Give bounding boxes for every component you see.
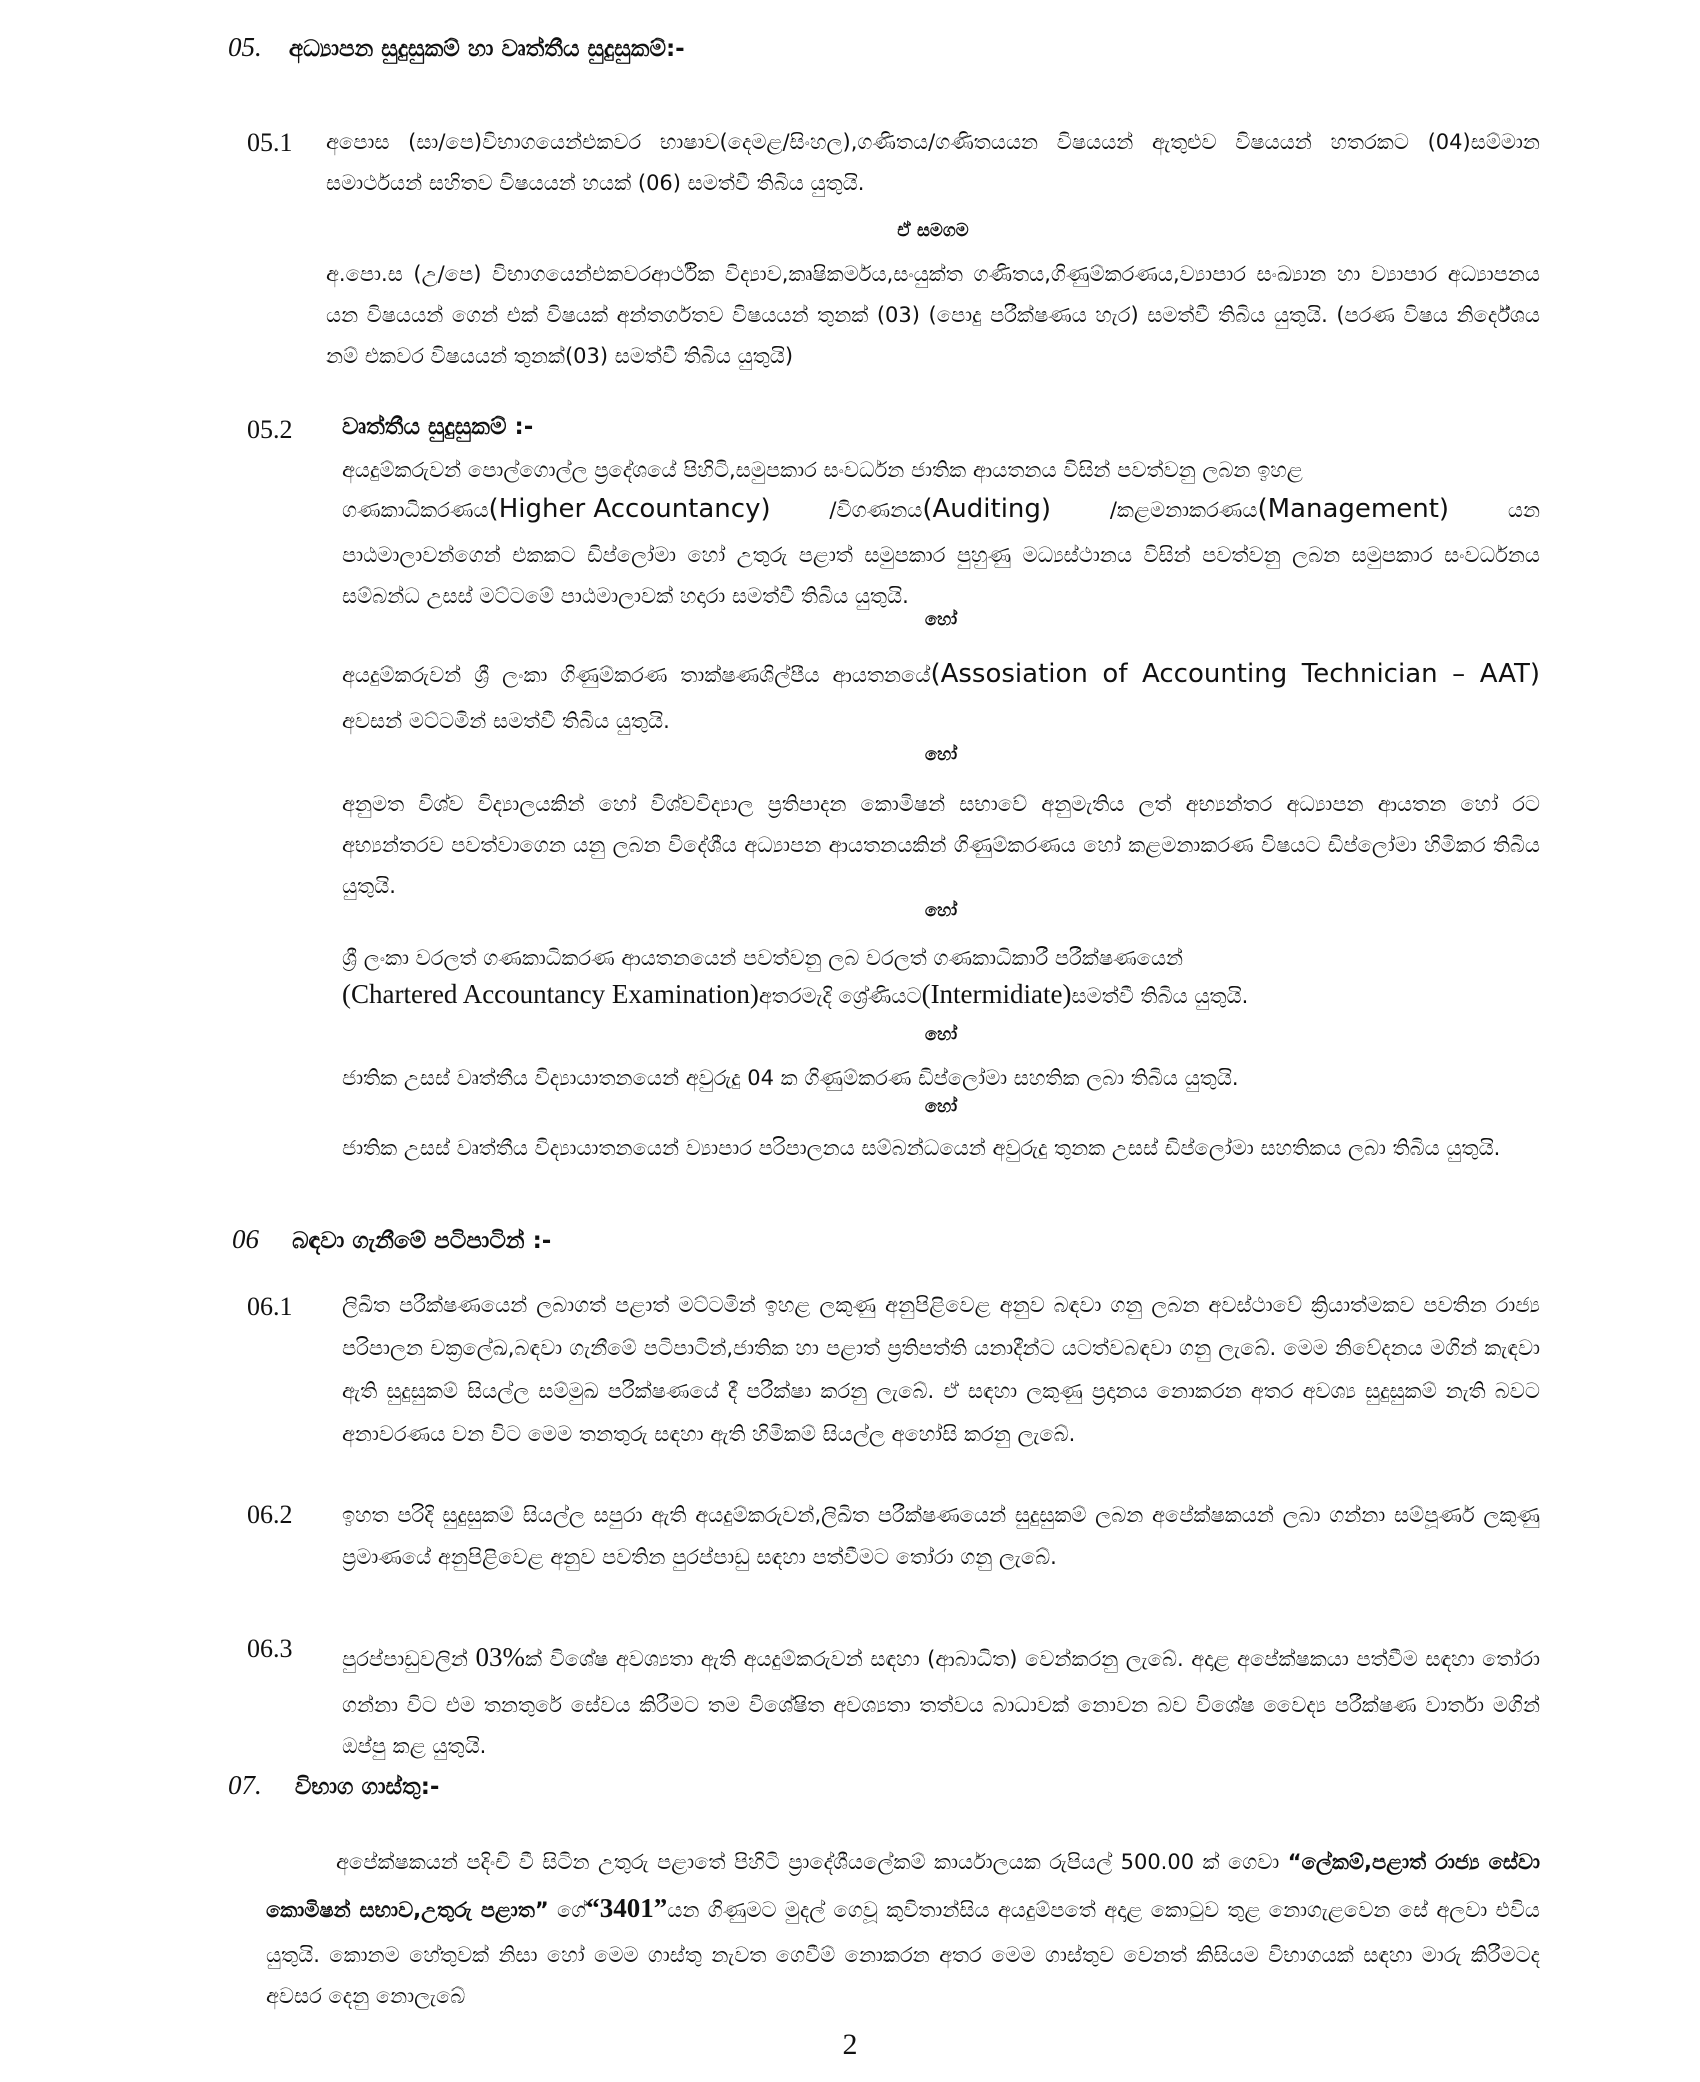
text-en: (Intermidiate)	[921, 979, 1072, 1009]
course-en: (Higher Accountancy)	[488, 494, 771, 524]
paragraph-07	[266, 1842, 1540, 2017]
subsection-title: වෘත්තීය සුදුසුකම් :-	[342, 414, 534, 440]
section-06-heading	[232, 1224, 1532, 1255]
section-title: බඳවා ගැනීමේ පටිපාටින් :-	[292, 1228, 552, 1254]
section-number: 07.	[228, 1770, 262, 1800]
account-name: “ලේකම්,පළාත් රාජ්‍ය සේවා කොමිෂන් සභාව,උතුරු පළාත”	[266, 1850, 1540, 1922]
section-number: 05.	[228, 32, 262, 62]
subsection-number: 05.2	[247, 415, 293, 444]
text-si: අතරමැදි ශ්‍රේණියට	[758, 984, 922, 1008]
paragraph-05-1-al: අ.පො.ස (උ/පෙ) විභාගයෙන්එකවරආර්ථික විද්‍යාව,කෘෂිකර්මය,සංයුක්ත ගණිතය,ගිණුම්කරණය,ව්‍යාපාර සංඛ්‍යාන හා ව්‍යාපාර අධ්‍යාපනය යන විෂයයන් ගෙන් එක් විෂයක් අන්තර්ගතව විෂයයන් තුනක් (03) (පොදු පරීක්ෂණය හැර) සමත්වී තිබිය යුතුයි. (පරණ විෂය නිර්දේශය නම් එකවර විෂයයන් තුනක්(03) සමත්වී තිබිය යුතුයි)	[326, 262, 1540, 368]
paragraph-05-2-c: පාඨමාලාවන්ගෙන් එකකට ඩිප්ලෝමා හෝ උතුරු පළාත් සමුපකාර පුහුණු මධ්‍යස්ථානය විසින් පවත්වනු ලබන සමුපකාර සංවර්ධනය සම්බන්ධ උසස් මට්ටමේ පාඨමාලාවක් හදාරා සමත්වී තිබිය යුතුයි.	[342, 543, 1540, 608]
paragraph-05-2-nvq: ජාතික උසස් වෘත්තීය විද්‍යායාතනයෙන් අවුරුදු 04 ක ගිණුම්කරණ ඩිප්ලෝමා සහතික ලබා තිබිය යුතුයි.	[342, 1066, 1239, 1090]
course-si: /විගණනය	[829, 498, 923, 522]
text-en: (Chartered Accountancy Examination)	[342, 979, 759, 1009]
course-en: (Management)	[1257, 494, 1450, 524]
section-title: විභාග ගාස්තු:-	[294, 1774, 440, 1800]
paragraph-05-2-a: අයදුම්කරුවන් පොල්ගොල්ල ප්‍රදේශයේ පිහිටි,සමුපකාර සංවර්ධන ජාතික ආයතනය විසින් පවත්වනු ලබන ඉහළ	[342, 458, 1303, 482]
course-si: /කළමනාකරණය	[1109, 498, 1258, 522]
paragraph-05-2-ca-a: ශ්‍රී ලංකා වරලත් ගණකාධිකරණ ආයතනයෙන් පවත්වනු ලබ වරලත් ගණකාධිකාරී පරීක්ෂණයෙන්	[342, 946, 1184, 970]
paragraph-06-2: ඉහත පරිදි සුදුසුකම් සියල්ල සපුරා ඇති අයදුම්කරුවන්,ලිඛිත පරීක්ෂණයෙන් සුදුසුකම් ලබන අපේක්ෂකයන් ලබා ගන්නා සම්පූර්ණ ලකුණු ප්‍රමාණයේ අනුපිළිවෙළ අනුව පවතින පුරප්පාඩු සඳහා පත්වීමට තෝරා ගනු ලැබේ.	[342, 1503, 1540, 1569]
text-si: සමත්වී තිබිය යුතුයි.	[1071, 984, 1249, 1008]
percentage: 03%	[475, 1642, 526, 1672]
conjunction-or: හෝ	[924, 900, 958, 921]
section-number: 06	[232, 1224, 259, 1254]
conjunction-or: හෝ	[924, 744, 958, 765]
text-si: අයදුම්කරුවන් ශ්‍රී ලංකා ගිණුම්කරණ තාක්ෂණශිල්පීය ආයතනයේ	[342, 663, 931, 687]
course-si: ගණකාධිකරණය	[342, 498, 489, 522]
course-en: (Auditing)	[922, 494, 1052, 524]
subsection-number: 05.1	[247, 128, 293, 157]
section-title: අධ්‍යාපන සුදුසුකම් හා වෘත්තීය සුදුසුකම්:-	[288, 36, 685, 62]
paragraph-05-2-aat	[342, 648, 1540, 742]
paragraph-05-2-ca-b	[342, 976, 1540, 1017]
paragraph-05-2-hnd: ජාතික උසස් වෘත්තීය විද්‍යායාතනයෙන් ව්‍යාපාර පරිපාලනය සම්බන්ධයෙන් අවුරුදු තුනක උසස් ඩිප්ලෝමා සහතිකය ලබා තිබිය යුතුයි.	[342, 1136, 1501, 1160]
paragraph-05-1: අපොස (සා/පෙ)විභාගයෙන්එකවර භාෂාව(දෙමළ/සිංහල),ගණිතය/ගණිතයයන විෂයයන් ඇතුළුව විෂයයන් හතරකට (04)සම්මාන සමාර්ථයන් සහිතව විෂයයන් හයක් (06) සමත්වී තිබිය යුතුයි.	[326, 130, 1540, 195]
paragraph-06-1: ලිඛිත පරීක්ෂණයෙන් ලබාගත් පළාත් මට්ටමින් ඉහළ ලකුණු අනුපිළිවෙළ අනුව බඳවා ගනු ලබන අවස්ථාවේ ක්‍රියාත්මකව පවතින රාජ්‍ය පරිපාලන චක්‍රලේඛ,බඳවා ගැනීමේ පටිපාටින්,ජාතික හා පළාත් ප්‍රතිපත්ති යනාදීන්ට යටත්වබඳවා ගනු ලැබේ. මෙම නිවේදනය මගින් කැඳවා ඇති සුදුසුකම් සියල්ල සම්මුඛ පරීක්ෂණයේ දී පරීක්ෂා කරනු ලැබේ. ඒ සඳහා ලකුණු ප්‍රදානය නොකරන අතර අවශ්‍ය සුදුසුකම් නැති බවට අනාවරණය වන විට මෙම තනතුරු සඳහා ඇති හිමිකම් සියල්ල අහෝසි කරනු ලැබේ.	[342, 1293, 1540, 1447]
paragraph-06-3	[342, 1630, 1540, 1767]
text-si: අවසන් මට්ටමින් සමත්වී තිබිය යුතුයි.	[342, 709, 670, 734]
page-number: 2	[842, 2028, 858, 2061]
paragraph-05-2-courses	[342, 490, 1540, 531]
conjunction-or: හෝ	[924, 1096, 958, 1117]
text-si: පුරප්පාඩුවලින්	[342, 1647, 476, 1671]
paragraph-05-2-university: අනුමත විශ්ව විද්‍යාලයකින් හෝ විශ්වවිද්‍යාල ප්‍රතිපාදන කොමිෂන් සභාවේ අනුමැතිය ලත් අභ්‍යන්තර අධ්‍යාපන ආයතන හෝ රට අභ්‍යන්තරව පවත්වාගෙන යනු ලබන විදේශීය අධ්‍යාපන ආයතනයකින් ගිණුම්කරණය හෝ කළමනාකරණ විෂයට ඩිප්ලෝමා හිමිකර තිබිය යුතුයි.	[342, 792, 1540, 898]
subsection-number: 06.3	[247, 1634, 293, 1663]
subsection-number: 06.1	[247, 1292, 293, 1321]
text-si: ක් විශේෂ අවශ්‍යතා ඇති අයදුම්කරුවන් සඳහා (ආබාධිත) වෙන්කරනු ලැබේ. අදාළ අපේක්ෂකයා පත්වීම සඳහා තෝරා ගන්නා විට එම තනතුරේ සේවය කිරීමට තම විශේෂිත අවශ්‍යතා තත්වය බාධාවක් නොවන බව විශේෂ වෛද්‍ය පරීක්ෂණ වාර්තා මගින් ඔප්පු කළ යුතුයි.	[342, 1647, 1540, 1759]
section-07-heading	[228, 1770, 1528, 1801]
text-si: අපේක්ෂකයන් පදිංචි වී සිටින උතුරු පළාතේ පිහිටි ප්‍රාදේශීයලේකම් කාර්යාලයක රුපියල් 500.00 ක් ගෙවා	[336, 1850, 1288, 1874]
subsection-number: 06.2	[247, 1500, 293, 1529]
conjunction-or: හෝ	[924, 1024, 958, 1045]
text-en: (Assosiation of Accounting Technician – AAT)	[930, 659, 1540, 689]
text-si: ගේ	[548, 1897, 587, 1922]
conjunction-and: ඒ සමගම	[897, 220, 969, 241]
section-05-heading	[228, 32, 1528, 63]
conjunction-or: හෝ	[924, 609, 958, 630]
text-si: යන ගිණුමට මුදල් ගෙවූ කුවිතාන්සිය අයදුම්පතේ අදාළ කොටුව තුළ නොගැළවෙන සේ අලවා එවිය යුතුයි. කොනම හේතුවක් නිසා හෝ මෙම ගාස්තු නැවත ගෙවීම් නොකරන අතර මෙම ගාස්තුව වෙනත් කිසියම විභාගයක් සඳහා මාරු කිරීමටද අවසර දෙනු නොලැබේ	[266, 1897, 1540, 2008]
course-si: යන	[1507, 498, 1540, 522]
account-number: “3401”	[586, 1892, 668, 1923]
